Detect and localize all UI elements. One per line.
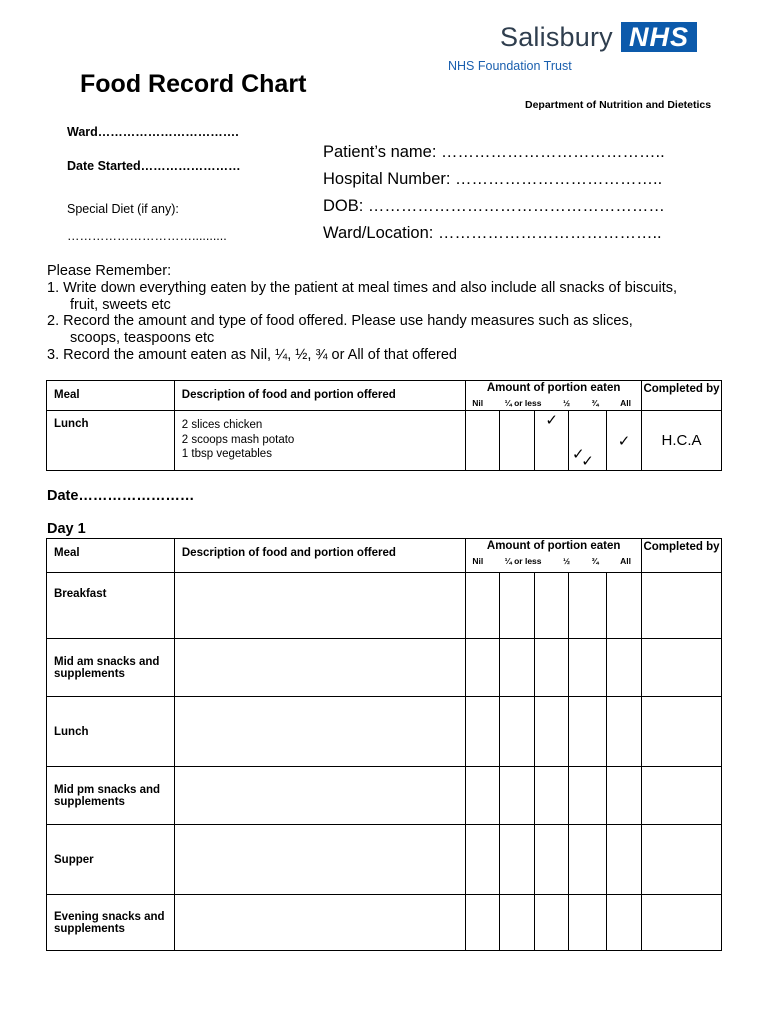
completed-by-cell[interactable] [642,895,722,951]
header-amount [466,539,642,573]
example-line: 2 scoops mash potato [181,433,295,446]
header-meal: Meal [47,539,175,573]
meal-label: Supper [47,825,175,895]
example-description [174,411,465,471]
three-quarter-cell[interactable] [569,639,607,697]
instruction-2: 2. Record the amount and type of food offered. Please use handy measures such as slices, [47,313,633,330]
quarter-cell[interactable] [500,639,535,697]
check-icon[interactable]: ✓ [535,411,569,471]
all-cell[interactable] [607,767,642,825]
portion-half: ½ [562,398,571,408]
example-completed-by[interactable]: H.C.A [642,411,722,471]
header-completed-by: Completed by [642,381,722,411]
instruction-1-cont: fruit, sweets etc [70,296,171,313]
header-description: Description of food and portion offered [174,539,465,573]
completed-by-cell[interactable] [642,697,722,767]
example-meal: Lunch [47,411,175,471]
header-completed-by: Completed by [642,539,722,573]
completed-by-cell[interactable] [642,825,722,895]
example-quarter-cell[interactable] [500,411,535,471]
ward-location-field[interactable]: Ward/Location: ………………………………….. [323,224,662,242]
portion-three-quarter: ¾ [591,556,599,566]
all-cell[interactable] [607,825,642,895]
table-row [47,767,722,825]
quarter-cell[interactable] [500,767,535,825]
meal-label: Breakfast [47,573,175,639]
day-label: Day 1 [47,521,86,537]
portion-quarter: ¼ or less [504,556,542,566]
three-quarter-cell[interactable] [569,697,607,767]
example-table [46,380,722,471]
header-amount-label: Amount of portion eaten [486,540,621,552]
header-amount-label: Amount of portion eaten [486,382,621,394]
three-quarter-cell[interactable] [569,825,607,895]
completed-by-cell[interactable] [642,573,722,639]
instructions [47,263,677,364]
half-cell[interactable] [535,697,569,767]
portion-nil: Nil [472,556,484,566]
header-meal: Meal [47,381,175,411]
portion-half: ½ [562,556,571,566]
example-line: 2 slices chicken [181,419,263,431]
quarter-cell[interactable] [500,825,535,895]
completed-by-cell[interactable] [642,639,722,697]
table-row [47,895,722,951]
meal-label: Lunch [47,697,175,767]
instruction-1: 1. Write down everything eaten by the patient at meal times and also include all snacks of biscuits, [47,279,678,296]
description-cell[interactable] [174,573,465,639]
description-cell[interactable] [174,895,465,951]
all-cell[interactable] [607,639,642,697]
special-diet-field[interactable]: ………………………….......... [67,229,227,243]
nhs-logo-badge: NHS [621,22,697,52]
header-amount [466,381,642,411]
half-cell[interactable] [535,895,569,951]
half-cell[interactable] [535,767,569,825]
instructions-heading: Please Remember: [47,263,172,279]
table-row [47,825,722,895]
half-cell[interactable] [535,825,569,895]
special-diet-label: Special Diet (if any): [67,202,179,216]
three-quarter-cell[interactable] [569,767,607,825]
check-icon: ✓ [572,446,585,463]
portion-all: All [620,398,631,408]
description-cell[interactable] [174,697,465,767]
half-cell[interactable] [535,573,569,639]
nil-cell[interactable] [466,767,500,825]
nil-cell[interactable] [466,697,500,767]
hospital-number-field[interactable]: Hospital Number: ……………………………….. [323,170,663,188]
check-icon[interactable]: ✓ [607,411,642,471]
table-row [47,573,722,639]
example-line: 1 tbsp vegetables [181,448,272,460]
description-cell[interactable] [174,825,465,895]
instruction-2-cont: scoops, teaspoons etc [70,330,215,347]
nil-cell[interactable] [466,639,500,697]
description-cell[interactable] [174,767,465,825]
header-portion-options [466,552,641,566]
day-table [46,538,722,951]
portion-all: All [620,556,631,566]
meal-label: Mid am snacks and supplements [47,639,175,697]
nil-cell[interactable] [466,895,500,951]
trust-subtitle: NHS Foundation Trust [448,59,572,73]
meal-label: Mid pm snacks and supplements [47,767,175,825]
instruction-3: 3. Record the amount eaten as Nil, ¼, ½, ¾ or All of that offered [47,346,458,363]
example-nil-cell[interactable] [466,411,500,471]
page-title: Food Record Chart [80,70,307,98]
header-description: Description of food and portion offered [174,381,465,411]
date-started-field[interactable]: Date Started…………………… [67,159,241,173]
date-field[interactable]: Date…………………… [47,488,195,504]
all-cell[interactable] [607,697,642,767]
table-row [47,697,722,767]
description-cell[interactable] [174,639,465,697]
table-row [47,639,722,697]
quarter-cell[interactable] [500,573,535,639]
quarter-cell[interactable] [500,895,535,951]
three-quarter-cell[interactable] [569,895,607,951]
department-label: Department of Nutrition and Dietetics [525,99,712,111]
check-icon[interactable]: ✓ [569,411,607,471]
three-quarter-cell[interactable] [569,573,607,639]
quarter-cell[interactable] [500,697,535,767]
nil-cell[interactable] [466,825,500,895]
dob-field[interactable]: DOB: ……………………………………………… [323,197,665,215]
completed-by-cell[interactable] [642,767,722,825]
half-cell[interactable] [535,639,569,697]
ward-field[interactable]: Ward……………………………. [67,125,239,139]
patient-name-field[interactable]: Patient’s name: ………………………………….. [323,143,665,161]
nil-cell[interactable] [466,573,500,639]
trust-logo-name: Salisbury [500,22,613,52]
all-cell[interactable] [607,895,642,951]
portion-quarter: ¼ or less [504,398,542,408]
header-portion-options [466,394,641,408]
all-cell[interactable] [607,573,642,639]
portion-nil: Nil [472,398,484,408]
portion-three-quarter: ¾ [591,398,599,408]
meal-label: Evening snacks and supplements [47,895,175,951]
